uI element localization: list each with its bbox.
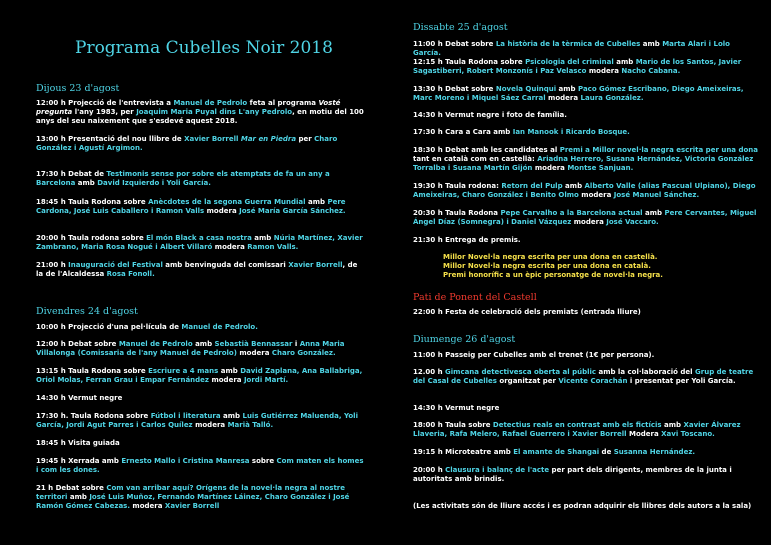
event-item: 21:30 h Entrega de premis. <box>413 236 521 244</box>
event-item: 14:30 h Vermut negre <box>36 394 123 402</box>
event-item: 22:00 h Festa de celebració dels premiats (entrada lliure) <box>413 308 641 316</box>
event-item: 18:45 h Taula Rodona sobre Anècdotes de la segona Guerra Mundial amb Pere Cardona, José Luis Caballero i Ramon Valls modera José María García Sánchez. <box>36 198 346 216</box>
page-title: Programa Cubelles Noir 2018 <box>75 38 333 58</box>
event-item: 19:30 h Taula rodona: Retorn del Pulp amb Alberto Valle (alias Pascual Ulpiano), Diego Ameixeiras, Charo González i Benito Olmo modera José Manuel Sánchez. <box>413 182 756 200</box>
event-item: 18:30 h Debat amb les candidates al Premi a Millor novel·la negra escrita per una dona tant en català com en castellà: Ariadna Herrero, Susana Hernández, Victoria González Torralba i Susana Martín Gijón modera Montse Sanjuan. <box>413 146 758 173</box>
event-item: 11:00 h Passeig per Cubelles amb el trenet (1€ per persona). <box>413 351 655 359</box>
event-item: 20:00 h Clausura i balanç de l'acte per part dels dirigents, membres de la junta i autoritats amb brindis. <box>413 466 732 484</box>
event-item: 13:00 h Presentació del nou llibre de Xavier Borrell Mar en Piedra per Charo González i Agustí Argimon. <box>36 135 338 153</box>
event-item: 20:30 h Taula Rodona Pepe Carvalho a la Barcelona actual amb Pere Cervantes, Miguel Ángel Díaz (Somnegra) i Daniel Vázquez modera José Vaccaro. <box>413 209 757 227</box>
event-item: 11:00 h Debat sobre La història de la tèrmica de Cubelles amb Marta Alari i Lolo García. <box>413 40 730 58</box>
prize-item: Millor Novel·la negra escrita per una dona en català. <box>443 262 651 270</box>
event-item: 19:45 h Xerrada amb Ernesto Mallo i Cristina Manresa sobre Com maten els homes i com les dones. <box>36 457 364 475</box>
event-item: 14:30 h Vermut negre i foto de família. <box>413 111 567 119</box>
event-item: 17:30 h Cara a Cara amb Ian Manook i Ricardo Bosque. <box>413 128 630 136</box>
day-heading-dissabte: Dissabte 25 d'agost <box>413 22 508 33</box>
event-item: 12:00 h Debat sobre Manuel de Pedrolo amb Sebastià Bennassar i Anna Maria Villalonga (Comissaria de l'any Manuel de Pedrolo) modera Charo González. <box>36 340 345 358</box>
event-item: 17:30 h Debat de Testimonis sense por sobre els atemptats de fa un any a Barcelona amb David Izquierdo i Yoli García. <box>36 170 330 188</box>
event-item: 17:30 h. Taula Rodona sobre Fútbol i literatura amb Luis Gutiérrez Maluenda, Yoli García, Jordi Agut Parres i Carlos Quílez modera Marià Talló. <box>36 412 358 430</box>
day-heading-diumenge: Diumenge 26 d'agost <box>413 334 516 345</box>
event-item: 21 h Debat sobre Com van arribar aquí? Orígens de la novel·la negra al nostre territori amb José Luis Muñoz, Fernando Martínez Láinez, Charo González i José Ramón Gómez Cabezas. modera Xavier Borrell <box>36 484 350 511</box>
event-item: 10:00 h Projecció d'una pel·lícula de Manuel de Pedrolo. <box>36 323 258 331</box>
event-item: 14:30 h Vermut negre <box>413 404 500 412</box>
event-item: 12.00 h Gimcana detectivesca oberta al públic amb la col·laboració del Grup de teatre del Casal de Cubelles organitzat per Vicente Corachán i presentat per Yoli García. <box>413 368 754 386</box>
event-item: 12:15 h Taula Rodona sobre Psicologia del criminal amb Mario de los Santos, Javier Sagastiberri, Robert Monzonís i Paz Velasco modera Nacho Cabana. <box>413 58 742 76</box>
event-item: 18:45 h Visita guiada <box>36 439 120 447</box>
event-item: 19:15 h Microteatre amb El amante de Shangai de Susanna Hernández. <box>413 448 696 456</box>
footer-note: (Les activitats són de lliure accés i es podran adquirir els llibres dels autors a la sala) <box>413 502 752 510</box>
day-heading-divendres: Divendres 24 d'agost <box>36 306 138 317</box>
day-heading-dijous: Dijous 23 d'agost <box>36 83 120 94</box>
event-item: 20:00 h Taula rodona sobre El món Black a casa nostra amb Núria Martínez, Xavier Zambrano, Maria Rosa Nogué i Albert Villaró modera Ramon Valls. <box>36 234 363 252</box>
event-item: 12:00 h Projecció de l'entrevista a Manuel de Pedrolo feta al programa Vosté pregunta l'any 1983, per Joaquim Maria Puyal dins L'any Pedrolo, en motiu del 100 anys del seu naixement que s'esdevé aquest 2018. <box>36 99 364 126</box>
event-item: 18:00 h Taula sobre Detectius reals en contrast amb els fictícis amb Xavier Álvarez Llaveria, Rafa Melero, Rafael Guerrero i Xavier Borrell Modera Xavi Toscano. <box>413 421 741 439</box>
venue-heading: Pati de Ponent del Castell <box>413 292 537 303</box>
event-item: 13:15 h Taula Rodona sobre Escriure a 4 mans amb David Zaplana, Ana Ballabriga, Oriol Molas, Ferran Grau i Empar Fernández modera Jordi Martí. <box>36 367 363 385</box>
event-item: 13:30 h Debat sobre Novela Quinqui amb Paco Gómez Escribano, Diego Ameixeiras, Marc Moreno i Miquel Sáez Carral modera Laura González. <box>413 85 744 103</box>
event-item: 21:00 h Inauguració del Festival amb benvinguda del comissari Xavier Borrell, de la de l'Alcaldessa Rosa Fonoll. <box>36 261 358 279</box>
prize-item: Millor Novel·la negra escrita per una dona en castellà. <box>443 253 658 261</box>
prize-item: Premi honorífic a un èpic personatge de novel·la negra. <box>443 271 663 279</box>
